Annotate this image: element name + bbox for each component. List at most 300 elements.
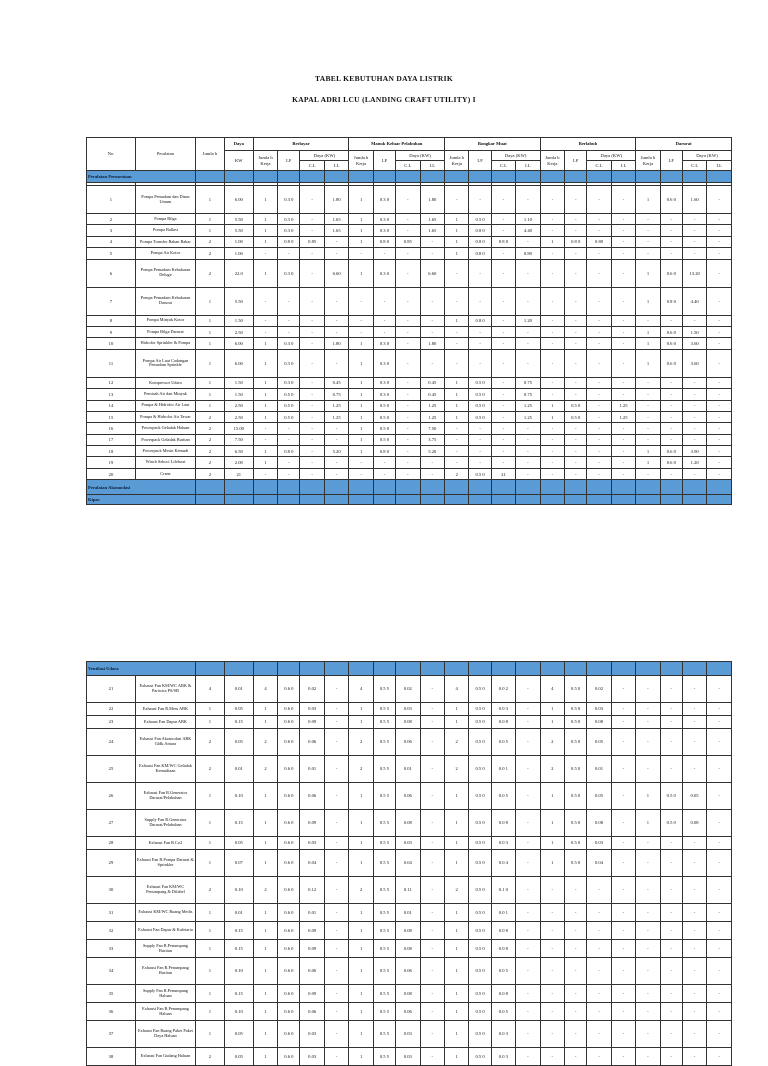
table-cell: - bbox=[540, 1003, 564, 1021]
table-cell: - bbox=[636, 214, 660, 225]
table-cell: - bbox=[278, 468, 300, 479]
table-cell: - bbox=[660, 389, 682, 400]
table-cell: - bbox=[611, 676, 635, 703]
table-cell: - bbox=[587, 338, 611, 349]
table-cell: - bbox=[540, 468, 564, 479]
table-cell: 0.04 bbox=[587, 850, 611, 877]
section-cell bbox=[195, 480, 224, 495]
table-cell: - bbox=[396, 326, 420, 337]
table-cell: 1 bbox=[444, 1021, 468, 1048]
table-cell: 1 bbox=[349, 214, 373, 225]
table-cell: 1 bbox=[195, 225, 224, 236]
table-cell: - bbox=[491, 411, 515, 422]
table-cell: 1 bbox=[444, 783, 468, 810]
table-cell: 1.80 bbox=[324, 338, 349, 349]
table-cell: - bbox=[682, 225, 706, 236]
table-cell: - bbox=[278, 315, 300, 326]
table-cell: 0.5 5 bbox=[373, 729, 395, 756]
table-cell: - bbox=[660, 248, 682, 259]
table-cell: - bbox=[373, 457, 395, 468]
table-cell: 1 bbox=[444, 810, 468, 837]
table-cell: - bbox=[565, 259, 587, 287]
table-cell: - bbox=[682, 434, 706, 445]
table-cell: 0.3 0 bbox=[278, 214, 300, 225]
equipment-name: Exhaust Fan R.Mess ABK bbox=[135, 703, 195, 716]
table-row bbox=[87, 985, 732, 1003]
table-cell: - bbox=[445, 457, 469, 468]
table-cell: 1 bbox=[195, 958, 224, 985]
table-cell: - bbox=[540, 377, 564, 388]
table-cell: - bbox=[565, 468, 587, 479]
section-cell bbox=[707, 495, 732, 505]
table-cell: 0.80 bbox=[587, 236, 611, 247]
table-cell: - bbox=[707, 186, 732, 214]
table-cell: 1 bbox=[349, 940, 373, 958]
section-cell bbox=[611, 662, 635, 676]
table-row bbox=[87, 850, 732, 877]
table-cell: 1 bbox=[636, 326, 660, 337]
table-cell: - bbox=[611, 423, 635, 434]
table-cell: - bbox=[587, 214, 611, 225]
table-cell: 1 bbox=[253, 1048, 277, 1066]
table-cell: - bbox=[420, 236, 445, 247]
header-lf: LF bbox=[565, 151, 587, 171]
table-cell: 1 bbox=[349, 400, 373, 411]
table-cell: - bbox=[396, 315, 420, 326]
table-cell: - bbox=[396, 400, 420, 411]
table-cell: 1 bbox=[349, 703, 373, 716]
table-cell: 1 bbox=[349, 985, 373, 1003]
table-cell: 0.5 0 bbox=[565, 400, 587, 411]
table-cell: - bbox=[636, 676, 660, 703]
table-cell: 0.01 bbox=[224, 676, 253, 703]
table-cell: - bbox=[587, 985, 611, 1003]
table-cell: 0.01 bbox=[300, 756, 324, 783]
row-number: 26 bbox=[87, 783, 136, 810]
table-cell: - bbox=[491, 186, 515, 214]
table-cell: 21 bbox=[491, 468, 515, 479]
table-cell: 0.45 bbox=[420, 377, 445, 388]
table-cell: - bbox=[516, 985, 540, 1003]
table-cell: 6.60 bbox=[420, 259, 445, 287]
table-row bbox=[87, 810, 732, 837]
row-number: 38 bbox=[87, 1048, 136, 1066]
row-number: 29 bbox=[87, 850, 136, 877]
table-cell: 1.25 bbox=[611, 411, 635, 422]
table-cell: 0.10 bbox=[224, 958, 253, 985]
table-row bbox=[87, 468, 732, 479]
table-cell: 0.6 0 bbox=[278, 716, 300, 729]
equipment-name: Hidrofor Sprinkler & Pompa bbox=[135, 338, 195, 349]
table-cell: 0.5 0 bbox=[469, 377, 491, 388]
table-cell: - bbox=[565, 315, 587, 326]
table-cell: - bbox=[611, 922, 635, 940]
table-cell: - bbox=[565, 457, 587, 468]
row-number: 25 bbox=[87, 756, 136, 783]
section-cell bbox=[195, 495, 224, 505]
table-cell: - bbox=[396, 338, 420, 349]
table-cell: 0.03 bbox=[396, 1021, 420, 1048]
table-cell: - bbox=[516, 1003, 540, 1021]
table-cell: - bbox=[349, 457, 373, 468]
table-cell: 1 bbox=[540, 703, 564, 716]
section-cell bbox=[587, 480, 611, 495]
table-title: TABEL KEBUTUHAN DAYA LISTRIK bbox=[315, 74, 453, 83]
table-cell: 0.6 0 bbox=[278, 783, 300, 810]
table-cell: - bbox=[540, 1021, 564, 1048]
table-cell: 0.08 bbox=[396, 985, 420, 1003]
table-cell: 1 bbox=[636, 446, 660, 457]
table-cell: 0.6 0 bbox=[278, 837, 300, 850]
table-cell: - bbox=[587, 248, 611, 259]
table-cell: - bbox=[324, 315, 349, 326]
table-cell: - bbox=[682, 315, 706, 326]
table-cell: 1 bbox=[444, 716, 468, 729]
row-number: 23 bbox=[87, 716, 136, 729]
header-il: I.L bbox=[516, 161, 540, 171]
section-cell bbox=[300, 480, 324, 495]
row-number: 21 bbox=[87, 676, 136, 703]
table-row bbox=[87, 958, 732, 985]
section-peralatan-permesinan bbox=[87, 171, 732, 183]
section-cell bbox=[611, 480, 635, 495]
table-cell: - bbox=[540, 248, 564, 259]
table-cell: - bbox=[565, 922, 587, 940]
table-cell: - bbox=[565, 1021, 587, 1048]
table-cell: 0.5 0 bbox=[278, 400, 300, 411]
table-cell: - bbox=[636, 248, 660, 259]
table-cell: - bbox=[682, 468, 706, 479]
table-cell: 0.5 0 bbox=[469, 716, 491, 729]
table-cell: 2 bbox=[195, 446, 224, 457]
table-cell: 0.5 5 bbox=[373, 922, 395, 940]
table-cell: 0.3 0 bbox=[278, 225, 300, 236]
table-cell: 1 bbox=[636, 186, 660, 214]
table-cell: 2 bbox=[253, 729, 277, 756]
table-cell: - bbox=[516, 457, 540, 468]
table-cell: 0.5 0 bbox=[373, 400, 395, 411]
table-cell: - bbox=[420, 457, 445, 468]
table-cell: - bbox=[611, 225, 635, 236]
table-cell: - bbox=[707, 783, 732, 810]
equipment-name: Exhaust Fan Akomodasi ABK Gldk.Antara bbox=[135, 729, 195, 756]
table-cell: - bbox=[611, 326, 635, 337]
table-cell: 2 bbox=[349, 877, 373, 904]
table-cell: 0.5 0 bbox=[469, 922, 491, 940]
table-cell: - bbox=[540, 338, 564, 349]
table-cell: 1 bbox=[253, 904, 277, 922]
table-cell: 1 bbox=[444, 1048, 468, 1066]
table-row bbox=[87, 940, 732, 958]
table-cell: 0.02 bbox=[587, 676, 611, 703]
table-cell: - bbox=[516, 446, 540, 457]
table-cell: - bbox=[636, 985, 660, 1003]
table-cell: - bbox=[707, 468, 732, 479]
table-cell: 4 bbox=[253, 676, 277, 703]
table-cell: - bbox=[611, 850, 635, 877]
equipment-name: Exhaust KM/WC Ruang Medis bbox=[135, 904, 195, 922]
section-cell bbox=[445, 171, 469, 183]
equipment-name: Exhaust Fan KM/WC Penumpang & Difabel bbox=[135, 877, 195, 904]
table-cell: 0.0 3 bbox=[491, 703, 515, 716]
header-kw: KW bbox=[224, 151, 253, 171]
table-cell: 0.15 bbox=[224, 940, 253, 958]
table-cell: - bbox=[516, 338, 540, 349]
equipment-name: Pemisah Air dan Minyak bbox=[135, 389, 195, 400]
table-cell: 0.10 bbox=[224, 877, 253, 904]
table-cell: 1 bbox=[540, 236, 564, 247]
row-number: 8 bbox=[87, 315, 136, 326]
equipment-name: Supply Fan R.Penumpang Buritan bbox=[135, 940, 195, 958]
equipment-name: Exhaust Fan R.Penumpang Buritan bbox=[135, 958, 195, 985]
section-cell bbox=[540, 171, 564, 183]
table-cell: - bbox=[469, 423, 491, 434]
table-cell: 1.00 bbox=[224, 236, 253, 247]
equipment-name: Exhaust Fan Ruang Paket Paket Daya Haluan bbox=[135, 1021, 195, 1048]
table-cell: 2 bbox=[195, 434, 224, 445]
table-cell: - bbox=[707, 248, 732, 259]
table-cell: 1.25 bbox=[324, 400, 349, 411]
section-cell bbox=[682, 495, 706, 505]
table-cell: 0.5 0 bbox=[469, 985, 491, 1003]
table-cell: - bbox=[660, 958, 682, 985]
section-cell bbox=[373, 495, 395, 505]
section-cell bbox=[682, 662, 706, 676]
table-cell: 0.5 0 bbox=[565, 756, 587, 783]
table-cell: 1 bbox=[636, 457, 660, 468]
table-cell: 1 bbox=[253, 940, 277, 958]
table-cell: - bbox=[611, 468, 635, 479]
table-cell: - bbox=[565, 326, 587, 337]
table-cell: 1.25 bbox=[420, 400, 445, 411]
section-cell bbox=[224, 171, 253, 183]
table-cell: - bbox=[540, 434, 564, 445]
table-cell: - bbox=[253, 287, 277, 315]
header-lf: LF bbox=[660, 151, 682, 171]
table-cell: 1.25 bbox=[611, 400, 635, 411]
table-cell: - bbox=[420, 810, 444, 837]
table-cell: - bbox=[682, 729, 706, 756]
table-cell: 0.03 bbox=[300, 837, 324, 850]
table-cell: 0.6 0 bbox=[278, 940, 300, 958]
table-cell: 1 bbox=[349, 783, 373, 810]
table-cell: 1 bbox=[540, 810, 564, 837]
table-cell: 0.08 bbox=[396, 716, 420, 729]
table-cell: 1 bbox=[540, 783, 564, 810]
table-cell: - bbox=[682, 985, 706, 1003]
table-cell: 0.8 0 bbox=[469, 315, 491, 326]
table-cell: 0.8 0 bbox=[565, 236, 587, 247]
section-cell bbox=[660, 662, 682, 676]
table-cell: - bbox=[324, 434, 349, 445]
table-cell: - bbox=[300, 259, 324, 287]
section-cell bbox=[660, 480, 682, 495]
table-cell: - bbox=[300, 338, 324, 349]
section-cell bbox=[516, 171, 540, 183]
header-cl: C.L bbox=[491, 161, 515, 171]
table-cell: 3.75 bbox=[420, 434, 445, 445]
equipment-name: Pompa Ballast bbox=[135, 225, 195, 236]
power-table-part2 bbox=[86, 661, 732, 1066]
section-peralatan-permesinan-label: Peralatan Permesinan bbox=[87, 171, 196, 183]
table-cell: - bbox=[324, 810, 348, 837]
table-cell: - bbox=[300, 315, 324, 326]
table-cell: 0.8 0 bbox=[373, 236, 395, 247]
table-row bbox=[87, 349, 732, 377]
row-number: 16 bbox=[87, 423, 136, 434]
table-cell: 1 bbox=[349, 389, 373, 400]
table-cell: 0.75 bbox=[516, 389, 540, 400]
table-cell: - bbox=[278, 287, 300, 315]
table-cell: - bbox=[565, 389, 587, 400]
table-cell: - bbox=[445, 287, 469, 315]
table-cell: 1 bbox=[253, 236, 277, 247]
table-cell: 2.50 bbox=[224, 411, 253, 422]
table-cell: - bbox=[324, 783, 348, 810]
table-cell: - bbox=[565, 287, 587, 315]
table-cell: - bbox=[587, 958, 611, 985]
table-cell: - bbox=[420, 716, 444, 729]
table-cell: - bbox=[278, 434, 300, 445]
table-cell: 0.03 bbox=[396, 703, 420, 716]
table-cell: - bbox=[324, 457, 349, 468]
table-cell: - bbox=[420, 315, 445, 326]
header-daya-kw: Daya (KW) bbox=[491, 151, 540, 161]
table-cell: 0.05 bbox=[224, 703, 253, 716]
table-cell: - bbox=[611, 236, 635, 247]
table-cell: 1 bbox=[445, 400, 469, 411]
section-cell bbox=[707, 480, 732, 495]
equipment-name: Pompa Minyak Kotor bbox=[135, 315, 195, 326]
table-cell: - bbox=[565, 940, 587, 958]
table-cell: 1 bbox=[253, 837, 277, 850]
section-kipas bbox=[87, 495, 732, 505]
table-cell: - bbox=[491, 434, 515, 445]
table-cell: - bbox=[373, 287, 395, 315]
table-cell: 1 bbox=[445, 214, 469, 225]
table-cell: - bbox=[660, 423, 682, 434]
table-cell: - bbox=[636, 1021, 660, 1048]
table-cell: 15.00 bbox=[224, 423, 253, 434]
table-cell: 13.20 bbox=[682, 259, 706, 287]
header-no: No. bbox=[87, 138, 136, 171]
table-cell: - bbox=[660, 1021, 682, 1048]
section-cell bbox=[278, 171, 300, 183]
table-cell: 2 bbox=[195, 259, 224, 287]
table-cell: - bbox=[660, 850, 682, 877]
table-cell: - bbox=[682, 940, 706, 958]
table-cell: - bbox=[491, 326, 515, 337]
row-number: 7 bbox=[87, 287, 136, 315]
table-cell: 1 bbox=[349, 434, 373, 445]
table-cell: - bbox=[278, 423, 300, 434]
table-subtitle: KAPAL ADRI LCU (LANDING CRAFT UTILITY) I bbox=[292, 95, 476, 104]
table-cell: - bbox=[611, 756, 635, 783]
table-cell: 0.85 bbox=[396, 236, 420, 247]
table-cell: 0.02 bbox=[300, 676, 324, 703]
table-cell: 1 bbox=[253, 411, 277, 422]
section-cell bbox=[611, 171, 635, 183]
table-cell: 0.5 0 bbox=[469, 783, 491, 810]
table-cell: 0.5 0 bbox=[469, 214, 491, 225]
table-cell: - bbox=[540, 922, 564, 940]
table-cell: 0.08 bbox=[396, 940, 420, 958]
table-cell: 1 bbox=[253, 850, 277, 877]
table-cell: 1.65 bbox=[324, 225, 349, 236]
table-cell: - bbox=[540, 315, 564, 326]
table-cell: - bbox=[565, 338, 587, 349]
table-cell: 1 bbox=[445, 225, 469, 236]
table-row bbox=[87, 457, 732, 468]
table-cell: - bbox=[660, 676, 682, 703]
table-cell: 0.0 3 bbox=[491, 1048, 515, 1066]
section-cell bbox=[253, 171, 277, 183]
table-cell: 0.6 0 bbox=[660, 338, 682, 349]
table-cell: - bbox=[611, 877, 635, 904]
table-cell: 1 bbox=[444, 703, 468, 716]
table-cell: - bbox=[324, 850, 348, 877]
table-cell: 0.05 bbox=[224, 1021, 253, 1048]
table-cell: 1 bbox=[444, 940, 468, 958]
table-cell: 0.0 5 bbox=[491, 958, 515, 985]
table-cell: 7.50 bbox=[420, 423, 445, 434]
table-cell: - bbox=[324, 326, 349, 337]
table-cell: - bbox=[636, 877, 660, 904]
section-cell bbox=[224, 480, 253, 495]
table-cell: - bbox=[300, 400, 324, 411]
table-cell: 1.00 bbox=[224, 248, 253, 259]
table-cell: 1 bbox=[253, 783, 277, 810]
table-cell: - bbox=[516, 434, 540, 445]
table-cell: 0.5 0 bbox=[278, 389, 300, 400]
section-cell bbox=[636, 495, 660, 505]
row-number: 27 bbox=[87, 810, 136, 837]
table-cell: 1 bbox=[349, 225, 373, 236]
table-cell: 0.10 bbox=[224, 1003, 253, 1021]
table-cell: 1 bbox=[445, 248, 469, 259]
table-cell: - bbox=[253, 315, 277, 326]
header-il: I.L bbox=[324, 161, 349, 171]
table-cell: 1 bbox=[253, 186, 277, 214]
table-cell: - bbox=[491, 446, 515, 457]
table-cell: - bbox=[660, 1048, 682, 1066]
table-cell: - bbox=[565, 423, 587, 434]
table-cell: - bbox=[660, 837, 682, 850]
table-cell: - bbox=[516, 1021, 540, 1048]
table-cell: 0.07 bbox=[224, 850, 253, 877]
table-cell: - bbox=[660, 236, 682, 247]
table-cell: - bbox=[324, 922, 348, 940]
table-cell: 0.5 0 bbox=[469, 837, 491, 850]
table-cell: - bbox=[636, 434, 660, 445]
table-cell: 0.5 5 bbox=[373, 958, 395, 985]
table-cell: - bbox=[540, 877, 564, 904]
table-cell: 1 bbox=[195, 922, 224, 940]
table-cell: 0.5 5 bbox=[373, 756, 395, 783]
table-cell: - bbox=[396, 434, 420, 445]
table-cell: 0.0 8 bbox=[491, 810, 515, 837]
table-row bbox=[87, 1021, 732, 1048]
header-daya: Daya bbox=[224, 138, 253, 151]
table-cell: - bbox=[707, 315, 732, 326]
table-cell: - bbox=[660, 400, 682, 411]
table-cell: 0.5 0 bbox=[373, 423, 395, 434]
table-cell: 1.65 bbox=[420, 214, 445, 225]
table-cell: - bbox=[469, 457, 491, 468]
table-cell: - bbox=[420, 703, 444, 716]
table-cell: 4 bbox=[349, 676, 373, 703]
table-cell: 6.00 bbox=[224, 186, 253, 214]
